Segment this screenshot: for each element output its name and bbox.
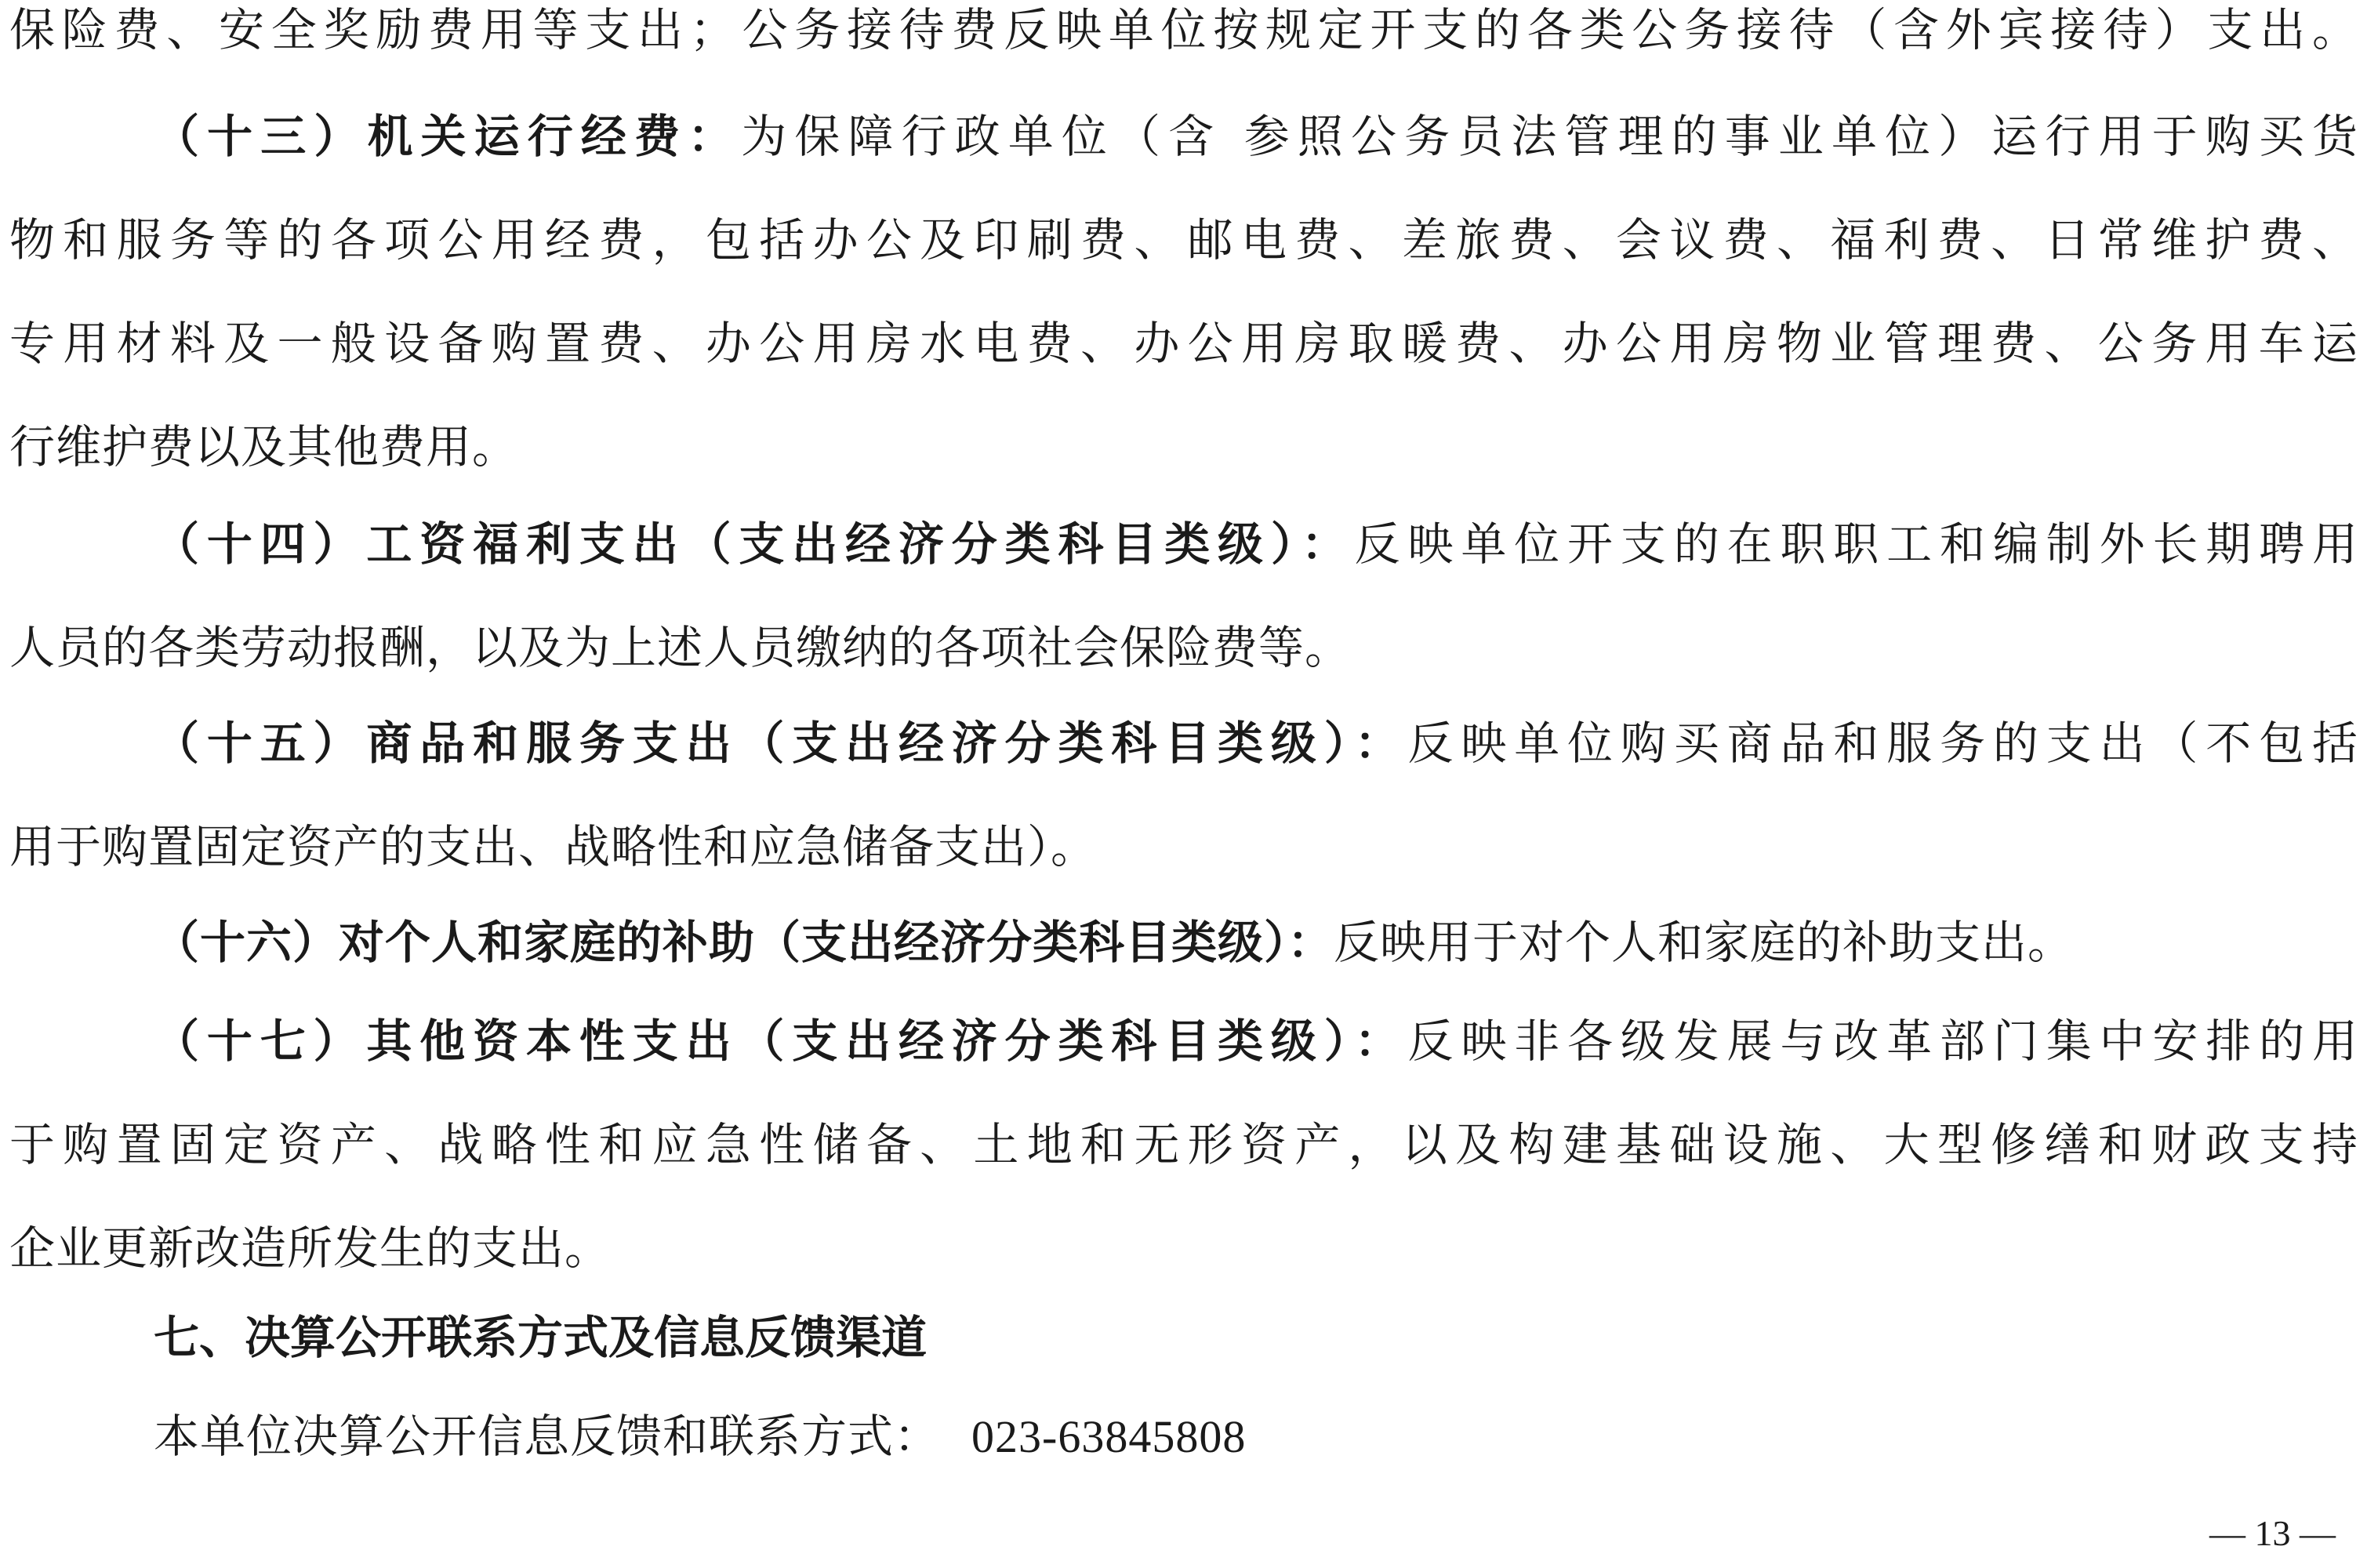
item-17-line-1 [154,1013,2358,1069]
item-16-text: 反映用于对个人和家庭的补助支出。 [1334,916,2075,969]
paragraph-text: 保险费、安全奖励费用等支出；公务接待费反映单位按规定开支的各类公务接待（含外宾接待）支出。 [9,3,2358,56]
item-15-text: 用于购置固定资产的支出、战略性和应急储备支出）。 [9,820,1098,873]
item-17-text: 企业更新改造所发生的支出。 [9,1221,612,1275]
item-17-heading: （十七）其他资本性支出（支出经济分类科目类级）： [154,1014,1408,1068]
page-number: — 13 — [2209,1513,2336,1553]
contact-phone: 023-63845808 [971,1411,1247,1462]
item-15-line-1 [154,715,2358,771]
item-13-text: 行维护费以及其他费用。 [9,420,519,474]
item-17-text: 于购置固定资产、战略性和应急性储备、土地和无形资产，以及构建基础设施、大型修缮和财政支持 [9,1118,2358,1171]
contact-line [154,1408,1246,1465]
item-13-text: 物和服务等的各项公用经费，包括办公及印刷费、邮电费、差旅费、会议费、福利费、日常维护费、 [9,213,2358,267]
item-17-text: 反映非各级发展与改革部门集中安排的用 [1407,1014,2358,1068]
item-13-text: 专用材料及一般设备购置费、办公用房水电费、办公用房取暖费、办公用房物业管理费、公务用车运 [9,317,2358,370]
item-14-text: 人员的各类劳动报酬，以及为上述人员缴纳的各项社会保险费等。 [9,621,1352,674]
item-13-line-2 [9,212,2358,268]
item-15-line-2 [9,818,2358,875]
section-7-heading: 七、决算公开联系方式及信息反馈渠道 [154,1311,928,1364]
item-15-text: 反映单位购买商品和服务的支出（不包括 [1407,717,2358,770]
item-14-heading: （十四）工资福利支出（支出经济分类科目类级）： [154,517,1355,571]
item-13-heading: （十三）机关运行经费： [154,110,742,163]
item-16-line-1 [154,914,2358,971]
item-13-line-1 [154,108,2358,165]
item-14-text: 反映单位开支的在职职工和编制外长期聘用 [1354,517,2358,571]
item-14-line-1 [154,516,2358,572]
item-14-line-2 [9,619,2358,676]
item-13-line-3 [9,315,2358,372]
item-17-line-3 [9,1220,2358,1276]
item-13-text: 为保障行政单位（含 参照公务员法管理的事业单位）运行用于购买货 [741,110,2358,163]
item-17-line-2 [9,1116,2358,1173]
item-16-heading: （十六）对个人和家庭的补助（支出经济分类科目类级）： [154,916,1334,969]
paragraph-12-tail-line [9,2,2358,58]
item-13-line-4 [9,419,2358,475]
contact-label: 本单位决算公开信息反馈和联系方式： [154,1410,941,1463]
item-15-heading: （十五）商品和服务支出（支出经济分类科目类级）： [154,717,1408,770]
